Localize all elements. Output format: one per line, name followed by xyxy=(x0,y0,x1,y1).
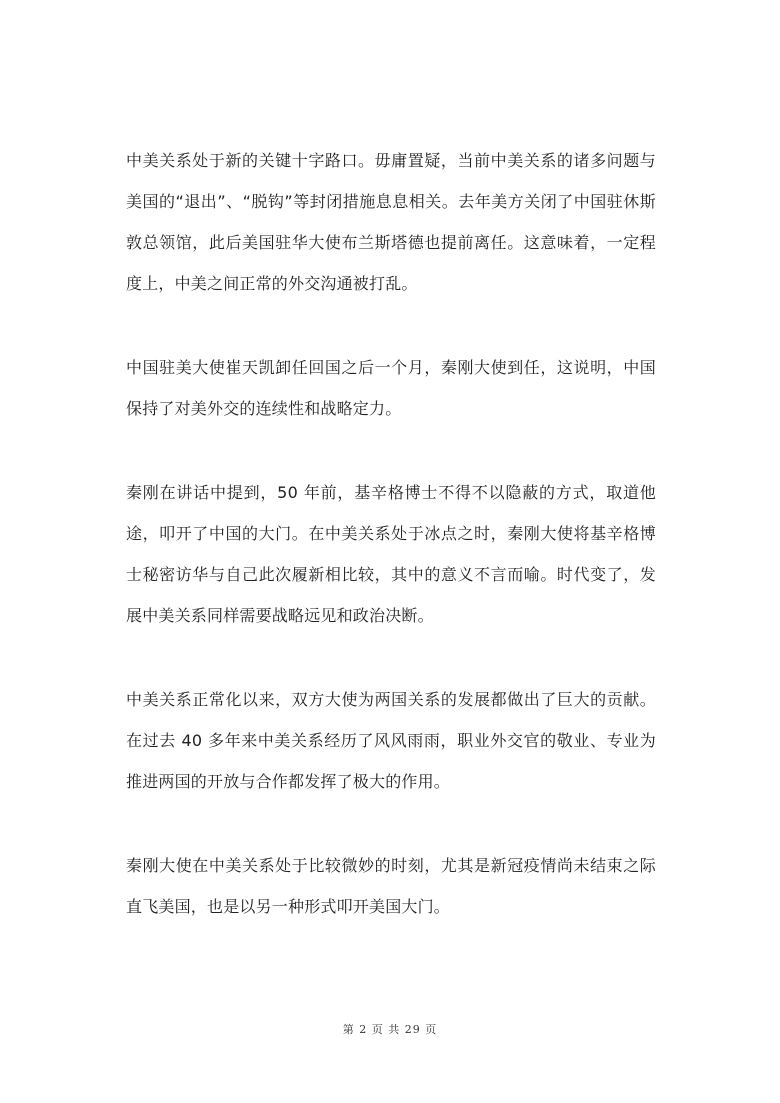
page-number-label: 第 2 页 共 29 页 xyxy=(342,1023,438,1036)
paragraph: 秦刚大使在中美关系处于比较微妙的时刻，尤其是新冠疫情尚未结束之际直飞美国，也是以另一种形式叩开美国大门。 xyxy=(126,856,656,916)
paragraph: 秦刚在讲话中提到，50 年前，基辛格博士不得不以隐蔽的方式，取道他途，叩开了中国的大门。在中美关系处于冰点之时，秦刚大使将基辛格博士秘密访华与自己此次履新相比较，其中的意义不言而喻。时代变了，发展中美关系同样需要战略远见和政治决断。 xyxy=(126,483,656,625)
document-body xyxy=(126,140,656,927)
paragraph: 中国驻美大使崔天凯卸任回国之后一个月，秦刚大使到任，这说明，中国保持了对美外交的连续性和战略定力。 xyxy=(126,358,656,418)
paragraph: 中美关系正常化以来，双方大使为两国关系的发展都做出了巨大的贡献。在过去 40 多年来中美关系经历了风风雨雨，职业外交官的敬业、专业为推进两国的开放与合作都发挥了极大的作用。 xyxy=(126,690,656,791)
page-footer xyxy=(0,1021,780,1037)
paragraph: 中美关系处于新的关键十字路口。毋庸置疑，当前中美关系的诸多问题与美国的“退出”、“脱钩”等封闭措施息息相关。去年美方关闭了中国驻休斯敦总领馆，此后美国驻华大使布兰斯塔德也提前离任。这意味着，一定程度上，中美之间正常的外交沟通被打乱。 xyxy=(126,151,656,293)
